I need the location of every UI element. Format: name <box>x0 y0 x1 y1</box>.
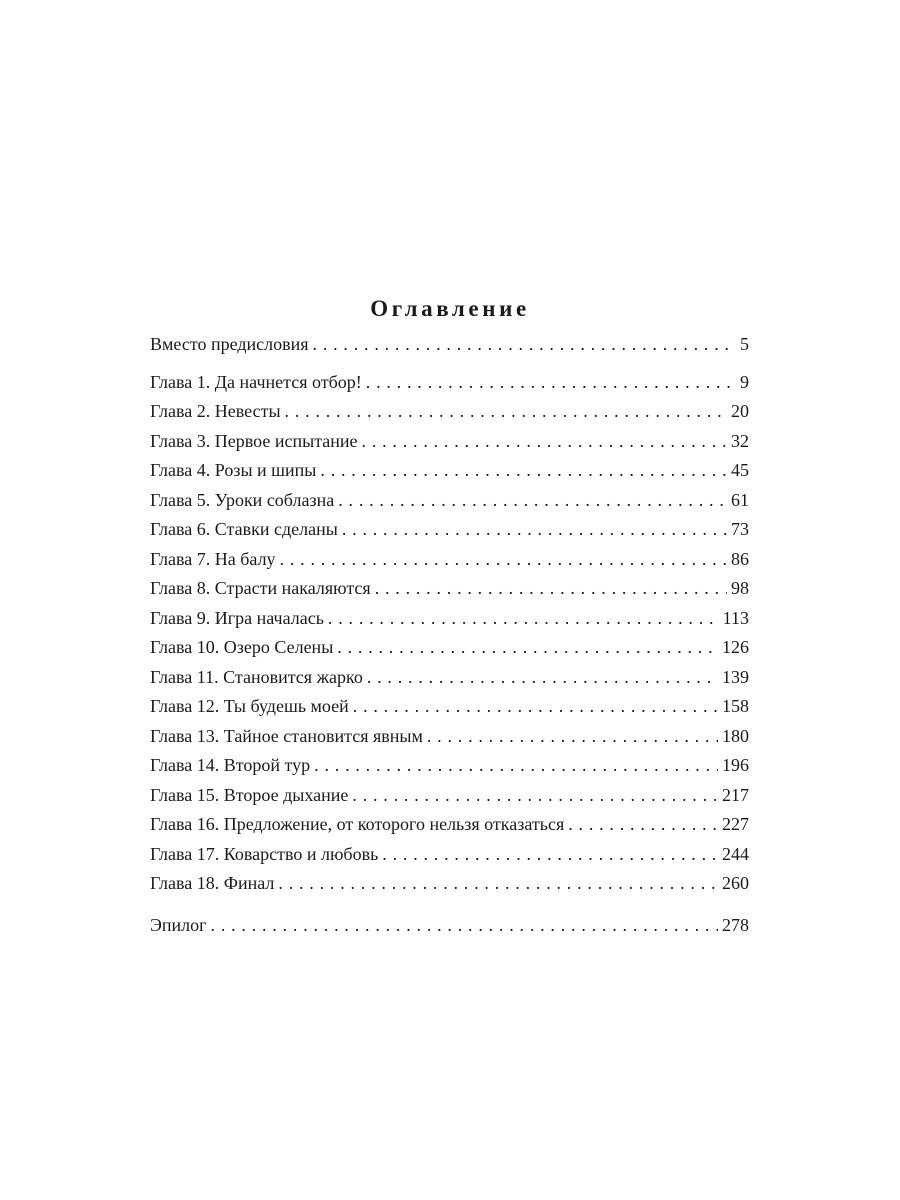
toc-entry-chapter-13[interactable] <box>150 722 749 752</box>
toc-entry-label: Вместо предисловия <box>150 334 309 354</box>
toc-entry-page: 32 <box>731 430 749 451</box>
toc-entry-page: 98 <box>731 578 749 598</box>
toc-entry-label: Глава 12. Ты будешь моей <box>150 696 349 716</box>
toc-entry-page: 20 <box>731 401 749 421</box>
dot-leader <box>342 515 727 545</box>
toc-entry-chapter-9[interactable] <box>150 604 749 634</box>
toc-entry-chapter-12[interactable] <box>150 692 749 722</box>
toc-entry-page: 139 <box>722 666 749 687</box>
toc-entry-chapter-18[interactable] <box>150 869 749 899</box>
dot-leader <box>367 663 718 693</box>
toc-entry-label: Глава 15. Второе дыхание <box>150 784 349 805</box>
toc-entry-page: 126 <box>722 637 749 657</box>
toc-entry-label: Глава 18. Финал <box>150 873 275 893</box>
toc-entry-label: Глава 1. Да начнется отбор! <box>150 371 362 392</box>
toc-entry-epilogue[interactable] <box>150 911 749 941</box>
toc-entry-page: 73 <box>731 519 749 539</box>
toc-entry-label: Глава 17. Коварство и любовь <box>150 843 379 864</box>
toc-entry-chapter-10[interactable] <box>150 633 749 663</box>
toc-entry-chapter-14[interactable] <box>150 751 749 781</box>
toc-entry-label: Глава 7. На балу <box>150 548 276 569</box>
toc-entry-chapter-4[interactable] <box>150 456 749 486</box>
toc-entry-label: Глава 11. Становится жарко <box>150 666 363 687</box>
table-of-contents <box>150 330 749 940</box>
dot-leader <box>278 869 718 899</box>
dot-leader <box>280 545 727 575</box>
toc-entry-label: Глава 10. Озеро Селены <box>150 637 334 657</box>
toc-entry-label: Глава 8. Страсти накаляются <box>150 578 371 598</box>
toc-entry-chapter-3[interactable] <box>150 427 749 457</box>
dot-leader <box>375 574 727 604</box>
toc-entry-label: Глава 14. Второй тур <box>150 755 311 775</box>
toc-entry-chapter-5[interactable] <box>150 486 749 516</box>
toc-title: Оглавление <box>370 296 530 322</box>
toc-entry-label: Глава 9. Игра началась <box>150 607 324 628</box>
dot-leader <box>337 633 718 663</box>
dot-leader <box>313 330 736 360</box>
toc-entry-chapter-6[interactable] <box>150 515 749 545</box>
toc-entry-chapter-7[interactable] <box>150 545 749 575</box>
dot-leader <box>211 911 718 941</box>
toc-entry-preface[interactable] <box>150 330 749 360</box>
toc-entry-page: 61 <box>731 489 749 510</box>
toc-entry-label: Глава 6. Ставки сделаны <box>150 519 338 539</box>
toc-entry-label: Глава 3. Первое испытание <box>150 430 358 451</box>
dot-leader <box>568 810 718 840</box>
dot-leader <box>320 456 727 486</box>
toc-entry-page: 180 <box>722 725 749 746</box>
dot-leader <box>338 486 727 516</box>
toc-entry-chapter-17[interactable] <box>150 840 749 870</box>
toc-entry-chapter-16[interactable] <box>150 810 749 840</box>
toc-entry-label: Глава 13. Тайное становится явным <box>150 725 423 746</box>
toc-entry-chapter-11[interactable] <box>150 663 749 693</box>
toc-entry-chapter-2[interactable] <box>150 397 749 427</box>
toc-entry-page: 45 <box>731 460 749 480</box>
toc-entry-page: 260 <box>722 873 749 893</box>
toc-entry-chapter-8[interactable] <box>150 574 749 604</box>
toc-entry-page: 113 <box>722 607 749 628</box>
toc-entry-page: 196 <box>722 755 749 775</box>
toc-entry-label: Эпилог <box>150 914 207 935</box>
toc-entry-page: 278 <box>722 914 749 935</box>
toc-entry-page: 244 <box>722 843 749 864</box>
dot-leader <box>352 781 718 811</box>
toc-entry-label: Глава 2. Невесты <box>150 401 281 421</box>
toc-entry-chapter-15[interactable] <box>150 781 749 811</box>
toc-entry-page: 227 <box>722 814 749 834</box>
toc-entry-label: Глава 5. Уроки соблазна <box>150 489 335 510</box>
dot-leader <box>314 751 718 781</box>
dot-leader <box>353 692 718 722</box>
dot-leader <box>328 604 719 634</box>
toc-entry-page: 5 <box>740 334 749 354</box>
toc-entry-page: 9 <box>740 371 749 392</box>
toc-entry-label: Глава 16. Предложение, от которого нельзя отказаться <box>150 814 565 834</box>
dot-leader <box>427 722 718 752</box>
dot-leader <box>362 427 727 457</box>
dot-leader <box>285 397 727 427</box>
toc-entry-page: 158 <box>722 696 749 716</box>
dot-leader <box>366 368 736 398</box>
toc-entry-chapter-1[interactable] <box>150 368 749 398</box>
toc-entry-page: 86 <box>731 548 749 569</box>
toc-entry-page: 217 <box>722 784 749 805</box>
toc-entry-label: Глава 4. Розы и шипы <box>150 460 317 480</box>
dot-leader <box>382 840 718 870</box>
